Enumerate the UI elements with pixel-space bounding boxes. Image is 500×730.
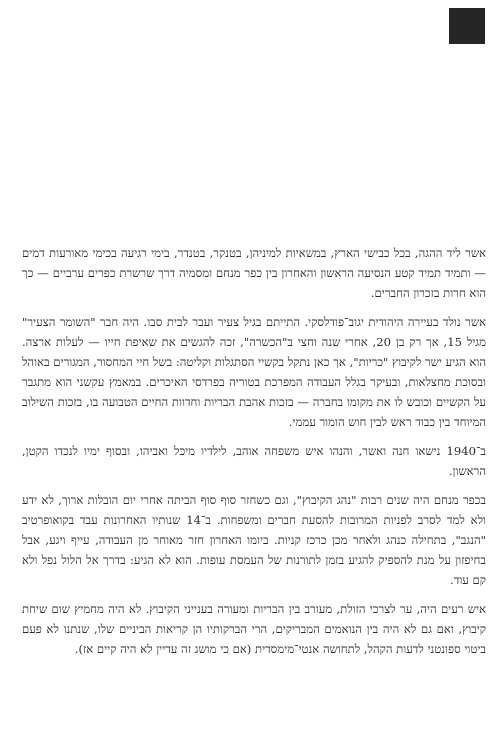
paragraph-driving: אשר ליד ההגה, בכל כבישי הארץ, במשאיות למיניהן, בטנקר, בטנדר, בימי רגיעה בכימי מאורעות דמים — ותמיד תמיד קטע הנסיעה הראשון והאחרון בין כפר מנחם ומסמיה דרך שרשרת כפרים ערביים — כך הוא חרות בזכרון החברים. (22, 246, 486, 300)
page-corner-marker (449, 8, 485, 44)
paragraph-biography: אשר נולד בעיירה היהודית יגוב־פודלסקי. התייתם בגיל צעיר ועבר לבית סבו. היה חבר "השומר הצעיר" מגיל 15, אך רק בן 20, אחרי שנה וחצי ב"הכשרה", זכה להגשים את שאיפת חייו — לעלות ארצה. הוא הגיע ישר לקיבוץ "כריות", אך כאן נתקל בקשיי הסתגלות וקליטה: בשל חיי המחסור, המגורים באוהל ובסוכת מחצלאות, ובעיקר בגלל העבודה המפרכת בטוריה בפרדסי האיכרים. במאמץ עקשני הוא מתגבר על הקשיים וכובש לו את מקומו בחברה — בזכות אהבת הבריות וחדוות החיים הטבועה בו, בזכות השילוב המיוחד בין כבוד ראש לבין חוש הומור עממי. (22, 315, 486, 429)
paragraph-character: איש רעים היה, ער לצרכי הזולת, מעורב בין הבריות ומעורה בענייני הקיבוץ. לא היה מחמיץ שום שיחת קיבוץ, ואם גם לא היה בין הנואמים המבריקים, הרי הברקותיו הן קריאות הביניים שלו, שנתנו לא פעם ביטוי ספונטני לדעות הקהל, לתחושה אנטי־מימסדית (אם כי מושג זה עדיין לא היה קיים אז). (22, 602, 486, 656)
paragraph-family: ב־1940 נישאו חנה ואשר, והנהו איש משפחה אוהב, לילדיו מיכל ואביהו, ובסוף ימיו לנכדו הקטן, הראשון. (22, 444, 486, 478)
paragraph-work: בכפר מנחם היה שנים רבות "נהג הקיבוץ", וגם כשחזר סוף סוף הביתה אחרי יום הובלות ארוך, לא ידע ולא למד לסרב לפניות המרובות להסעת חברים ומשפחות. ב־14 שנותיו האחרונות עבד בקואופרטיב "הנגב", בתחילה כנהג ולאחר מכן כרכז קניות. ביומו האחרון חזר מאוחר מן העבודה, עייף ויגע, אבל בחיפזון על מנת להספיק להגיע בזמן לתורנות של העמסת עופות. הוא לא הגיע: בדרך אל הלול נפל ולא קם עוד. (22, 493, 486, 587)
memorial-text (22, 243, 486, 668)
